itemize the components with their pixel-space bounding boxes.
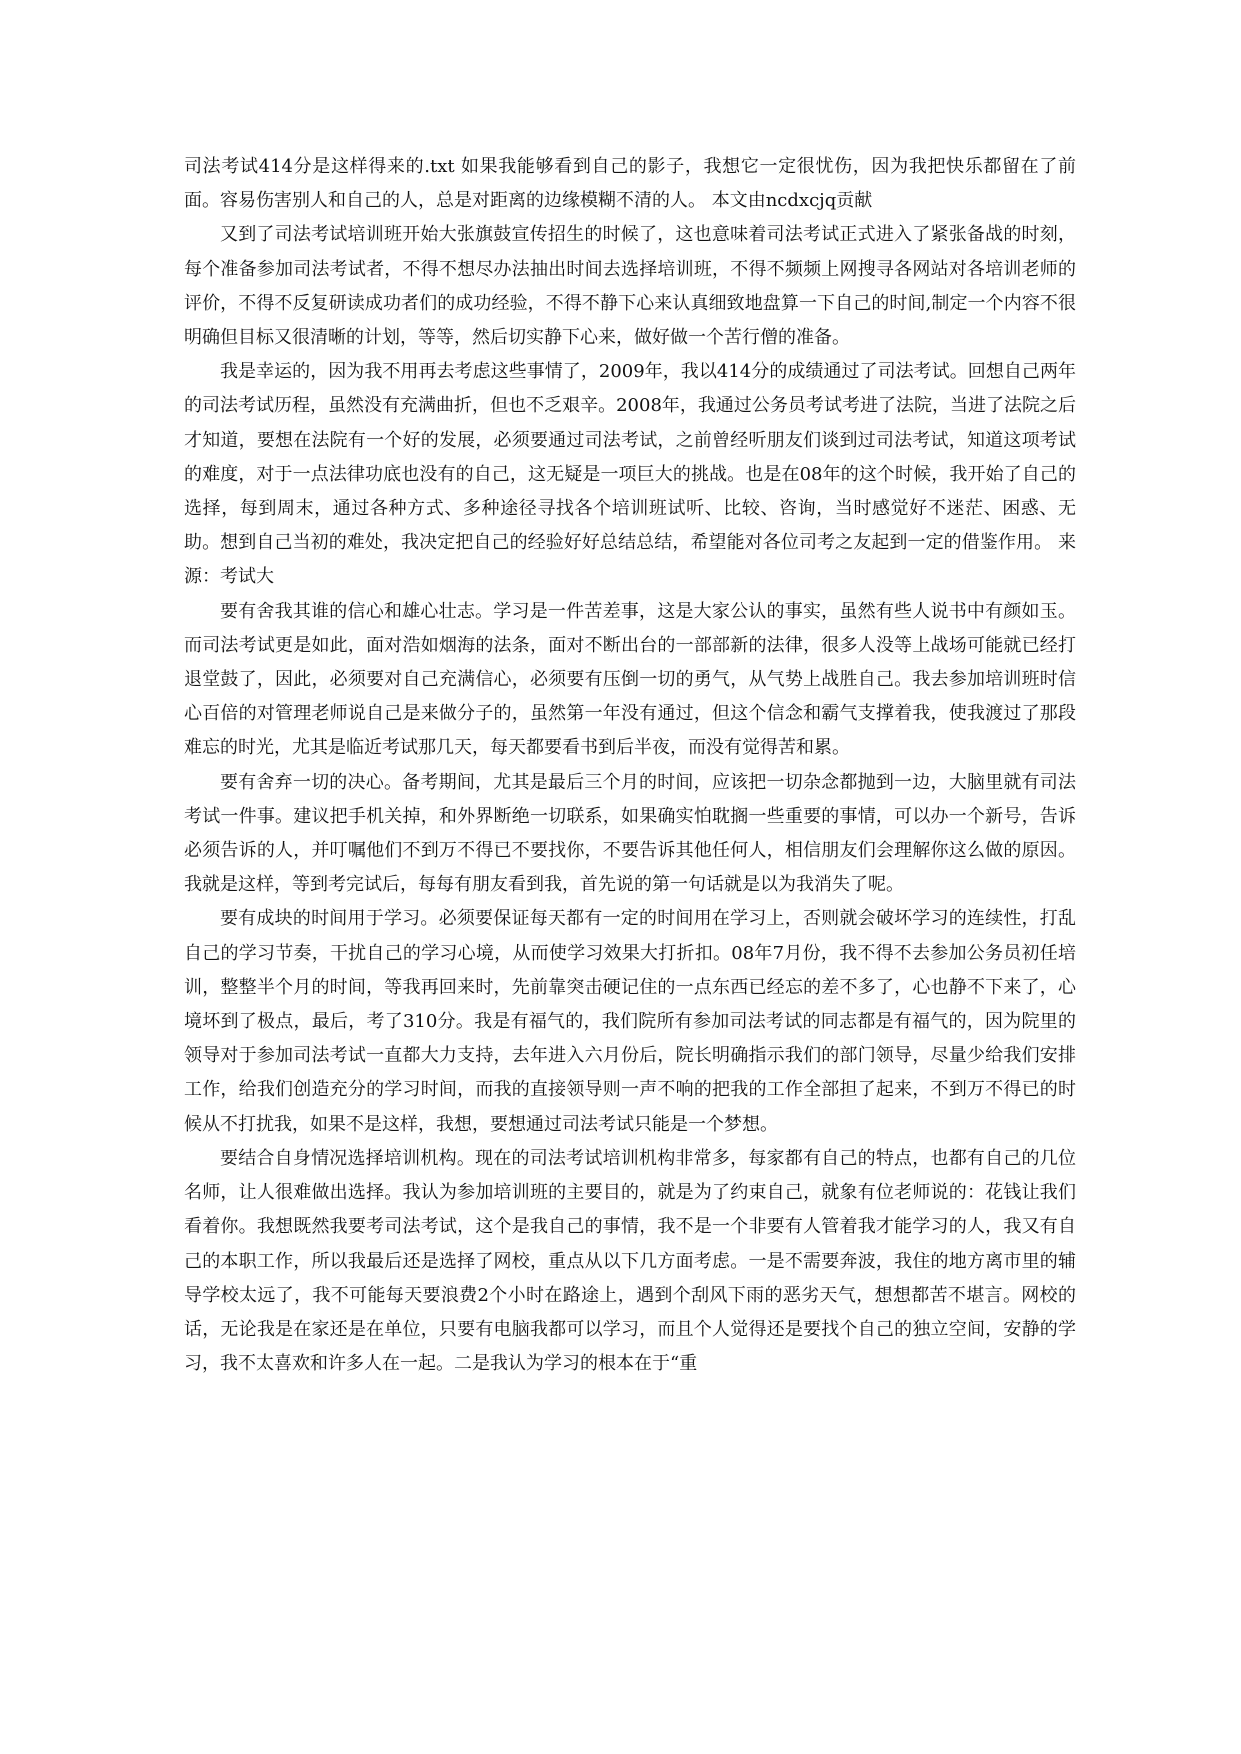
paragraph-intro: 又到了司法考试培训班开始大张旗鼓宣传招生的时候了，这也意味着司法考试正式进入了紧张备战的时刻，每个准备参加司法考试者，不得不想尽办法抽出时间去选择培训班，不得不频频上网搜寻各网站对各培训老师的评价，不得不反复研读成功者们的成功经验，不得不静下心来认真细致地盘算一下自己的时间,制定一个内容不很明确但目标又很清晰的计划，等等，然后切实静下心来，做好做一个苦行僧的准备。 <box>184 224 1076 349</box>
paragraph-training-choice: 要结合自身情况选择培训机构。现在的司法考试培训机构非常多，每家都有自己的特点，也都有自己的几位名师，让人很难做出选择。我认为参加培训班的主要目的，就是为了约束自己，就象有位老师说的：花钱让我们看着你。我想既然我要考司法考试，这个是我自己的事情，我不是一个非要有人管着我才能学习的人，我又有自己的本职工作，所以我最后还是选择了网校，重点从以下几方面考虑。一是不需要奔波，我住的地方离市里的辅导学校太远了，我不可能每天要浪费2个小时在路途上，遇到个刮风下雨的恶劣天气，想想都苦不堪言。网校的话，无论我是在家还是在单位，只要有电脑我都可以学习，而且个人觉得还是要找个自己的独立空间，安静的学习，我不太喜欢和许多人在一起。二是我认为学习的根本在于“重 <box>184 1147 1076 1375</box>
paragraph-determination: 要有舍弃一切的决心。备考期间，尤其是最后三个月的时间，应该把一切杂念都抛到一边，大脑里就有司法考试一件事。建议把手机关掉，和外界断绝一切联系，如果确实怕耽搁一些重要的事情，可以办一个新号，告诉必须告诉的人，并叮嘱他们不到万不得已不要找你，不要告诉其他任何人，相信朋友们会理解你这么做的原因。我就是这样，等到考完试后，每每有朋友看到我，首先说的第一句话就是以为我消失了呢。 <box>184 771 1076 896</box>
document-header: 司法考试414分是这样得来的.txt 如果我能够看到自己的影子，我想它一定很忧伤，因为我把快乐都留在了前面。容易伤害别人和自己的人，总是对距离的边缘模糊不清的人。 本文由ncdxcjq贡献 <box>184 156 1076 212</box>
paragraph-study-time: 要有成块的时间用于学习。必须要保证每天都有一定的时间用在学习上，否则就会破坏学习的连续性，打乱自己的学习节奏，干扰自己的学习心境，从而使学习效果大打折扣。08年7月份，我不得不去参加公务员初任培训，整整半个月的时间，等我再回来时，先前靠突击硬记住的一点东西已经忘的差不多了，心也静不下来了，心境坏到了极点，最后，考了310分。我是有福气的，我们院所有参加司法考试的同志都是有福气的，因为院里的领导对于参加司法考试一直都大力支持，去年进入六月份后，院长明确指示我们的部门领导，尽量少给我们安排工作，给我们创造充分的学习时间，而我的直接领导则一声不响的把我的工作全部担了起来，不到万不得已的时候从不打扰我，如果不是这样，我想，要想通过司法考试只能是一个梦想。 <box>184 908 1076 1135</box>
paragraph-fortunate: 我是幸运的，因为我不用再去考虑这些事情了，2009年，我以414分的成绩通过了司法考试。回想自己两年的司法考试历程，虽然没有充满曲折，但也不乏艰辛。2008年，我通过公务员考试考进了法院，当进了法院之后才知道，要想在法院有一个好的发展，必须要通过司法考试，之前曾经听朋友们谈到过司法考试，知道这项考试的难度，对于一点法律功底也没有的自己，这无疑是一项巨大的挑战。也是在08年的这个时候，我开始了自己的选择，每到周末，通过各种方式、多种途径寻找各个培训班试听、比较、咨询，当时感觉好不迷茫、困惑、无助。想到自己当初的难处，我决定把自己的经验好好总结总结，希望能对各位司考之友起到一定的借鉴作用。 来源：考试大 <box>184 361 1076 588</box>
paragraph-confidence: 要有舍我其谁的信心和雄心壮志。学习是一件苦差事，这是大家公认的事实，虽然有些人说书中有颜如玉。而司法考试更是如此，面对浩如烟海的法条，面对不断出台的一部部新的法律，很多人没等上战场可能就已经打退堂鼓了，因此，必须要对自己充满信心，必须要有压倒一切的勇气，从气势上战胜自己。我去参加培训班时信心百倍的对管理老师说自己是来做分子的，虽然第一年没有通过，但这个信念和霸气支撑着我，使我渡过了那段难忘的时光，尤其是临近考试那几天，每天都要看书到后半夜，而没有觉得苦和累。 <box>184 600 1076 759</box>
document-page <box>184 150 1076 1381</box>
